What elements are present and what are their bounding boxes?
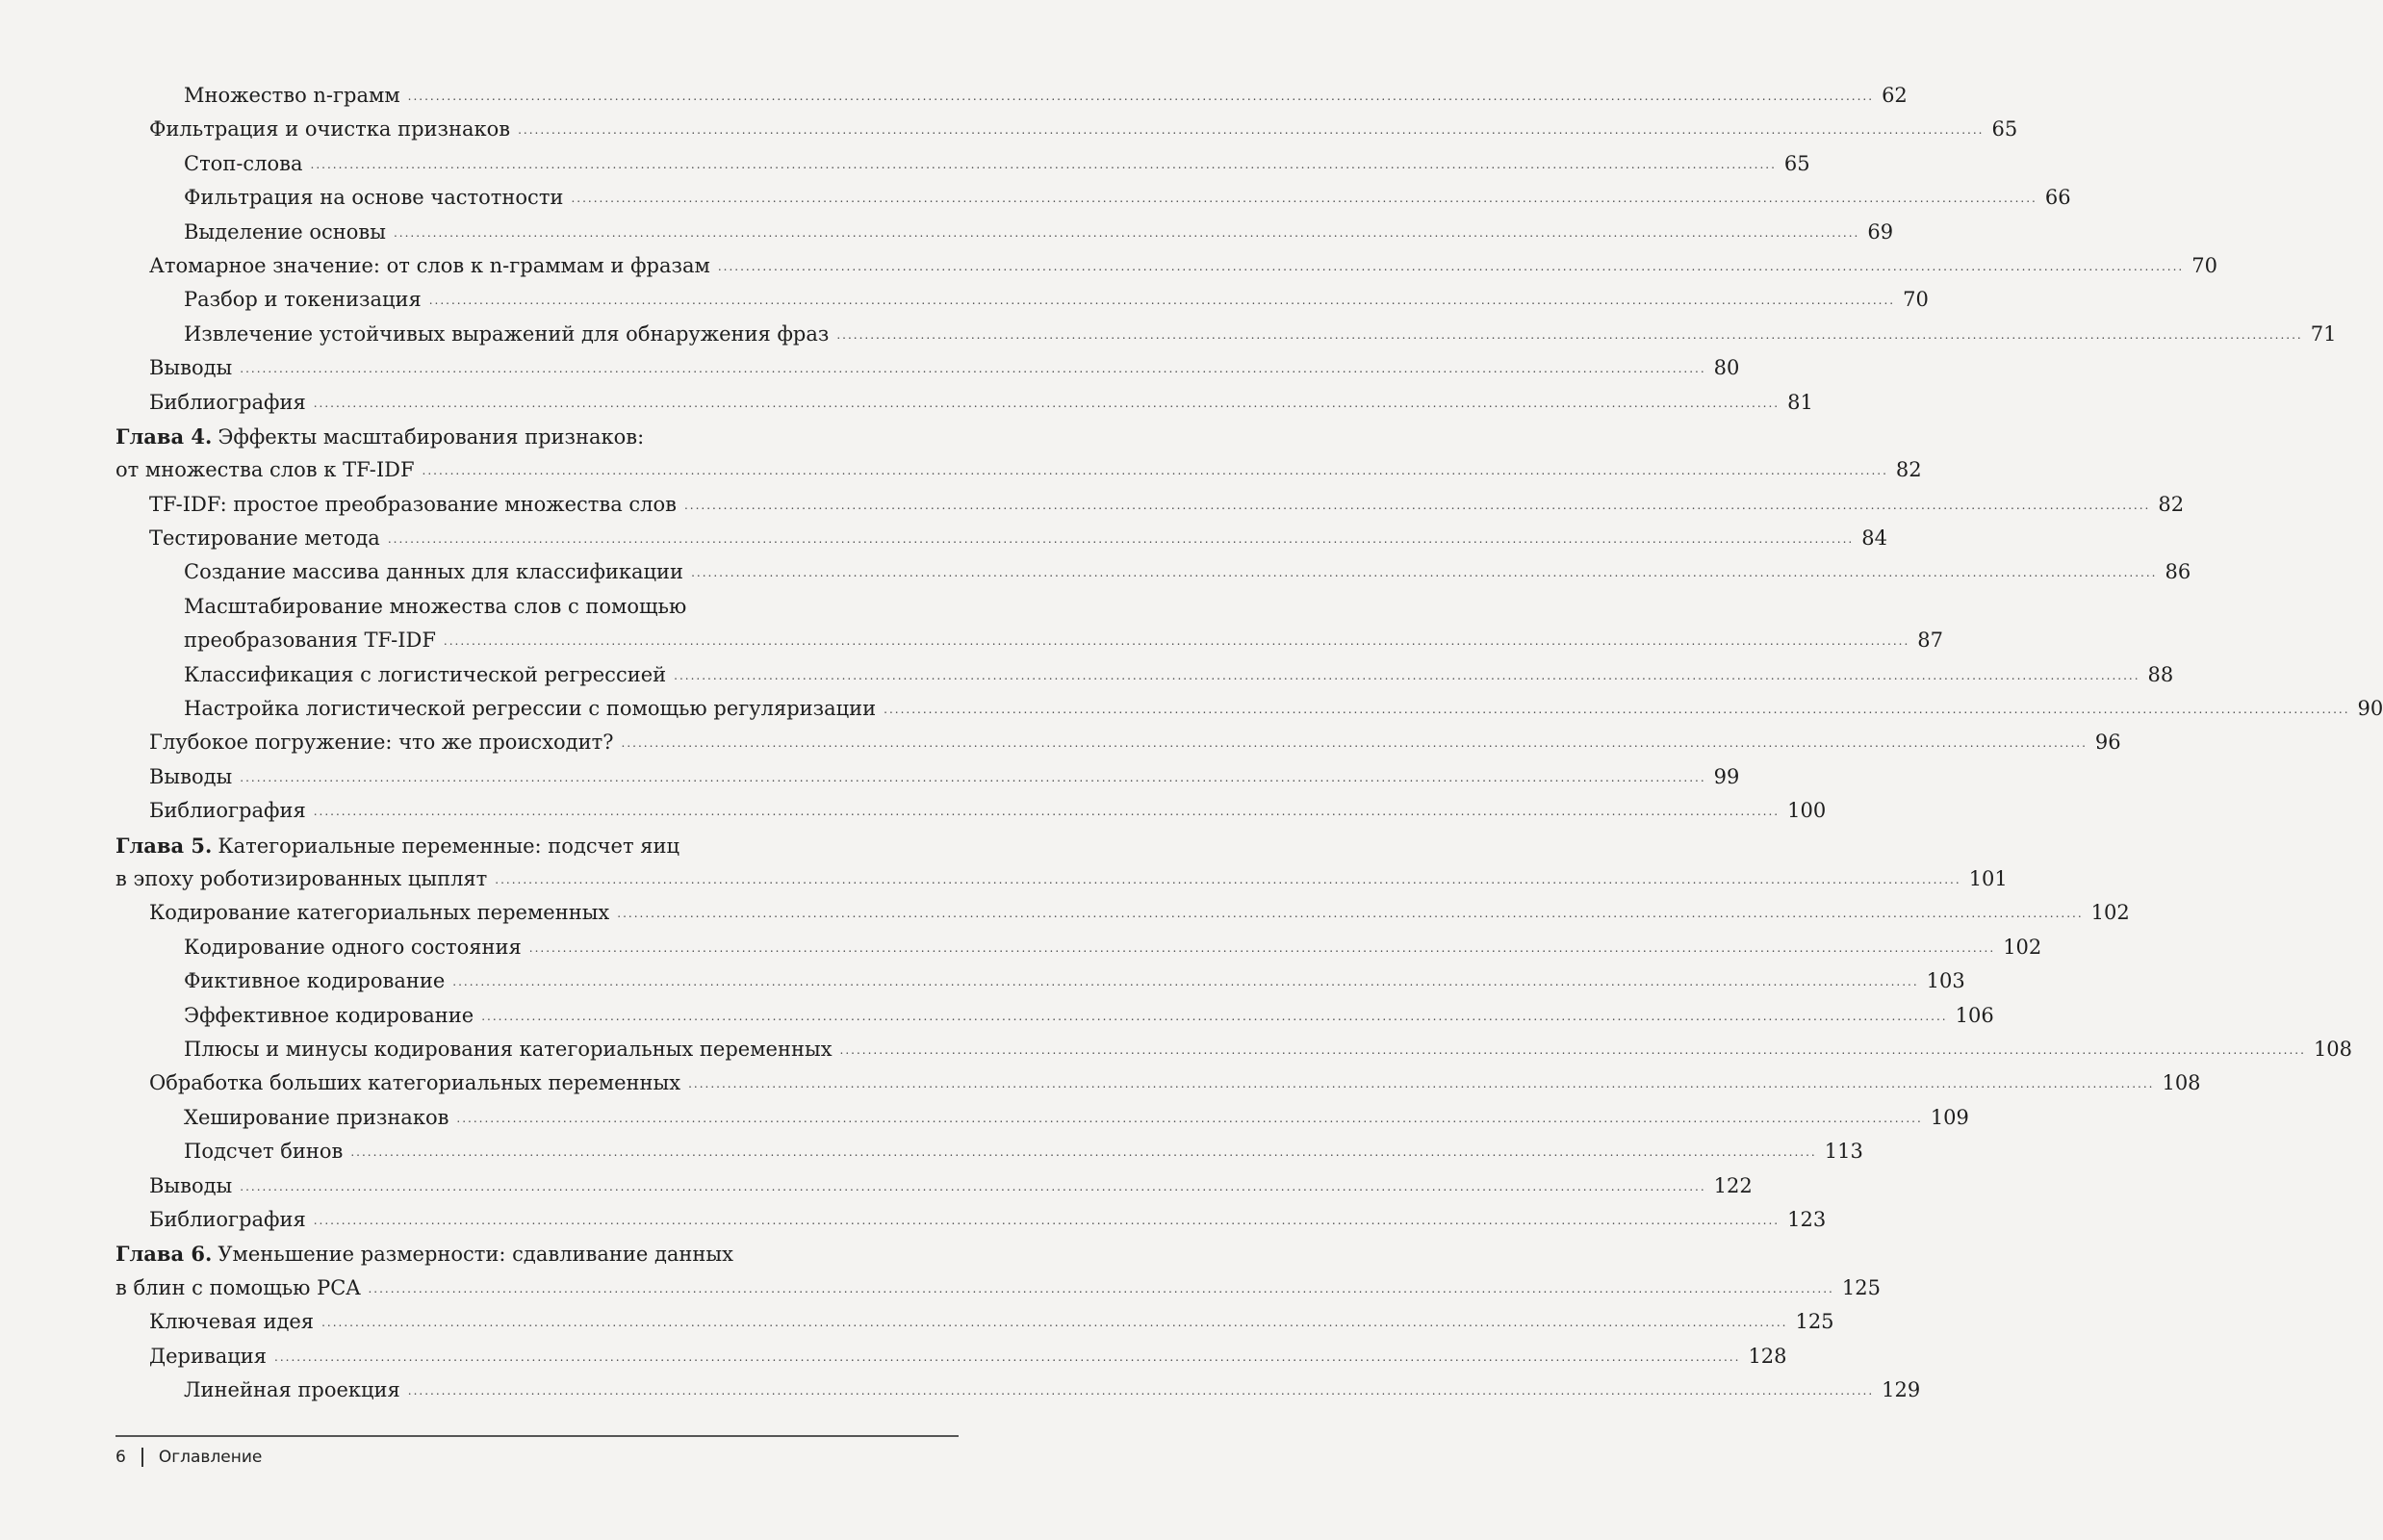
page-number: 65: [1991, 117, 2018, 141]
toc-entry: [184, 79, 1908, 113]
toc-entry: [184, 590, 1944, 658]
page-number: 100: [1787, 799, 1827, 823]
page-number: 82: [1895, 458, 1922, 482]
dot-leader: [314, 795, 1780, 829]
dot-leader: [688, 1067, 2154, 1101]
page-number: 66: [2044, 186, 2071, 210]
dot-leader: [274, 1341, 1740, 1374]
page-number: 88: [2147, 662, 2174, 686]
toc-entry: [184, 181, 2071, 215]
toc-entry: [149, 113, 2018, 146]
toc-entry: [184, 147, 1810, 181]
dot-leader: [691, 556, 2157, 590]
toc-entry: [184, 1373, 1921, 1407]
entry-title: Стоп-слова: [184, 151, 303, 175]
entry-title-line2: преобразования TF-IDF: [184, 629, 436, 653]
page-number: 102: [2090, 901, 2130, 925]
toc-entry: [149, 249, 2217, 283]
entry-title: Разбор и токенизация: [184, 288, 422, 312]
toc-entry: [149, 1203, 1827, 1237]
dot-leader: [408, 1374, 1874, 1408]
footer-rule: [115, 1435, 959, 1437]
chapter-label: Глава 4.: [115, 424, 213, 449]
toc-entry: [184, 318, 2337, 351]
entry-title: Создание массива данных для классификации: [184, 560, 684, 584]
toc-entry: [149, 522, 1887, 555]
entry-title: Настройка логистической регрессии с помощью регуляризации: [184, 697, 877, 721]
toc-entry: [149, 1305, 1834, 1339]
page-number: 125: [1795, 1310, 1834, 1334]
entry-title: TF-IDF: простое преобразование множества слов: [149, 492, 677, 516]
page-number: 71: [2310, 321, 2337, 346]
toc-entry: [149, 726, 2121, 759]
dot-leader: [622, 727, 2088, 760]
page-number: 125: [1841, 1275, 1881, 1299]
page-number: 65: [1783, 151, 1810, 175]
entry-title: Обработка больших категориальных переменных: [149, 1071, 681, 1095]
toc-entry: [184, 999, 1994, 1033]
toc-entry: [184, 555, 2191, 589]
dot-leader: [321, 1306, 1787, 1340]
dot-leader: [684, 489, 2150, 523]
page-footer: [115, 1448, 262, 1467]
dot-leader: [495, 863, 1960, 897]
page-number: 84: [1861, 526, 1887, 551]
toc-entry: [149, 1066, 2201, 1100]
toc-chapter-entry: [115, 1237, 1881, 1305]
toc-entry: [149, 488, 2185, 522]
dot-leader: [452, 965, 1918, 999]
entry-title: Плюсы и минусы кодирования категориальных переменных: [184, 1037, 833, 1061]
toc-entry: [149, 1340, 1787, 1373]
page-number: 90: [2357, 697, 2383, 721]
entry-title: Фильтрация и очистка признаков: [149, 117, 511, 141]
dot-leader: [388, 523, 1854, 556]
footer-page-number: 6: [115, 1448, 126, 1467]
dot-leader: [240, 352, 1705, 386]
page-number: 106: [1955, 1003, 1994, 1027]
toc-entry: [184, 216, 1894, 249]
entry-title: Линейная проекция: [184, 1377, 400, 1401]
toc-entry: [184, 964, 1965, 998]
entry-title: Глубокое погружение: что же происходит?: [149, 731, 614, 755]
toc-chapter-entry: [115, 420, 1922, 488]
toc-entry: [184, 283, 1929, 317]
entry-title: Подсчет бинов: [184, 1140, 344, 1164]
toc-entry: [184, 1033, 2353, 1066]
entry-title: Множество n-грамм: [184, 84, 400, 107]
page-number: 81: [1787, 390, 1813, 414]
dot-leader: [394, 217, 1859, 250]
entry-title: Тестирование метода: [149, 526, 380, 551]
page-number: 62: [1882, 84, 1908, 107]
page-number: 128: [1748, 1344, 1787, 1368]
dot-leader: [444, 625, 1909, 658]
footer-section-title: Оглавление: [158, 1448, 263, 1467]
toc-entry: [184, 658, 2174, 692]
entry-title: Выводы: [149, 356, 233, 380]
dot-leader: [617, 897, 2083, 931]
chapter-title-line2: от множества слов к TF-IDF: [115, 458, 415, 482]
chapter-title-line1: Уменьшение размерности: сдавливание данных: [218, 1243, 733, 1267]
entry-title: Извлечение устойчивых выражений для обнаружения фраз: [184, 321, 830, 346]
footer-separator: [141, 1448, 143, 1467]
page-number: 129: [1882, 1377, 1921, 1401]
entry-title: Библиография: [149, 1207, 306, 1231]
page-number: 113: [1824, 1140, 1863, 1164]
dot-leader: [529, 932, 1995, 965]
dot-leader: [368, 1272, 1833, 1306]
dot-leader: [456, 1102, 1922, 1136]
page-number: 101: [1968, 867, 2008, 891]
page-number: 123: [1787, 1207, 1827, 1231]
dot-leader: [240, 1170, 1705, 1204]
entry-title: Выделение основы: [184, 219, 386, 244]
chapter-title-line2: в блин с помощью PCA: [115, 1275, 361, 1299]
dot-leader: [674, 659, 2140, 693]
entry-title: Деривация: [149, 1344, 268, 1368]
entry-title: Хеширование признаков: [184, 1105, 449, 1129]
entry-title: Библиография: [149, 390, 306, 414]
dot-leader: [423, 454, 1888, 488]
toc-entry: [149, 1169, 1753, 1203]
entry-title: Классификация с логистической регрессией: [184, 662, 667, 686]
dot-leader: [518, 114, 1984, 147]
entry-title: Фильтрация на основе частотности: [184, 186, 564, 210]
dot-leader: [408, 80, 1874, 114]
entry-title: Атомарное значение: от слов к n-граммам и фразам: [149, 253, 710, 277]
page-number: 96: [2094, 731, 2121, 755]
page-number: 102: [2003, 935, 2042, 959]
page-number: 80: [1713, 356, 1740, 380]
page-number: 99: [1713, 764, 1740, 788]
page-number: 108: [2313, 1037, 2353, 1061]
entry-title: Эффективное кодирование: [184, 1003, 474, 1027]
dot-leader: [571, 182, 2037, 216]
toc-entry: [184, 931, 2042, 964]
toc-entry: [149, 351, 1740, 385]
toc-chapter-entry: [115, 829, 2008, 897]
dot-leader: [481, 1000, 1947, 1034]
entry-title: Ключевая идея: [149, 1310, 315, 1334]
entry-title: Выводы: [149, 1173, 233, 1197]
page-number: 86: [2165, 560, 2191, 584]
dot-leader: [884, 693, 2349, 727]
page-number: 69: [1867, 219, 1894, 244]
page-number: 82: [2158, 492, 2185, 516]
entry-title: Кодирование категориальных переменных: [149, 901, 610, 925]
entry-title: Кодирование одного состояния: [184, 935, 522, 959]
toc-entry: [149, 896, 2130, 930]
dot-leader: [429, 284, 1895, 318]
toc-entry: [184, 1101, 1969, 1135]
dot-leader: [311, 148, 1777, 182]
dot-leader: [836, 319, 2302, 352]
toc-entry: [184, 1135, 1863, 1168]
chapter-title-line1: Эффекты масштабирования признаков:: [218, 424, 645, 449]
entry-title-line1: Масштабирование множества слов с помощью: [184, 594, 687, 618]
table-of-contents: [115, 79, 2383, 1407]
dot-leader: [840, 1034, 2306, 1067]
page-number: 70: [1903, 288, 1929, 312]
entry-title: Выводы: [149, 764, 233, 788]
dot-leader: [240, 761, 1705, 795]
toc-entry: [149, 794, 1827, 828]
dot-leader: [350, 1136, 1816, 1169]
entry-title: Библиография: [149, 799, 306, 823]
page-number: 70: [2191, 253, 2217, 277]
chapter-title-line1: Категориальные переменные: подсчет яиц: [218, 834, 679, 858]
dot-leader: [314, 1204, 1780, 1238]
chapter-label: Глава 6.: [115, 1242, 213, 1267]
toc-entry: [184, 692, 2383, 726]
entry-title: Фиктивное кодирование: [184, 969, 446, 993]
chapter-label: Глава 5.: [115, 833, 213, 858]
dot-leader: [718, 250, 2184, 284]
chapter-title-line2: в эпоху роботизированных цыплят: [115, 867, 488, 891]
page-number: 122: [1713, 1173, 1753, 1197]
toc-entry: [149, 760, 1740, 794]
page-number: 87: [1917, 629, 1944, 653]
toc-entry: [149, 386, 1813, 420]
page-number: 109: [1930, 1105, 1969, 1129]
page-number: 103: [1926, 969, 1965, 993]
dot-leader: [314, 387, 1780, 421]
page-number: 108: [2162, 1071, 2201, 1095]
